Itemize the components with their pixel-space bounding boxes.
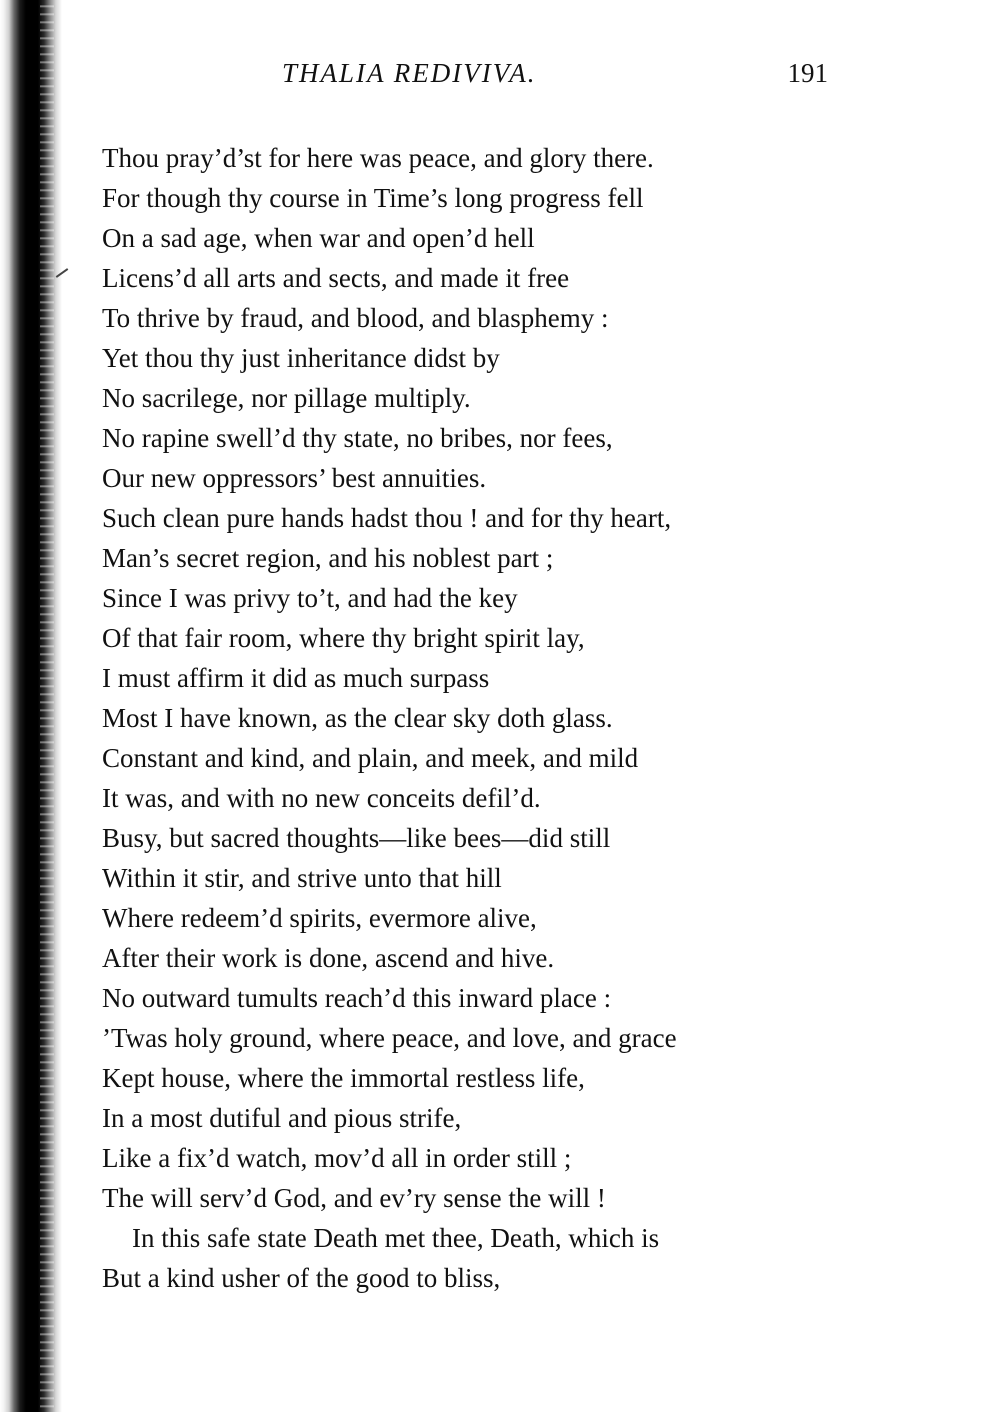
poem-line: Man’s secret region, and his noblest part ;: [102, 543, 554, 573]
poem-line: No rapine swell’d thy state, no bribes, nor fees,: [102, 423, 613, 453]
poem-line: Like a fix’d watch, mov’d all in order still ;: [102, 1143, 572, 1173]
poem-line: The will serv’d God, and ev’ry sense the will !: [102, 1183, 606, 1213]
poem-line: Of that fair room, where thy bright spirit lay,: [102, 623, 585, 653]
poem-line: Busy, but sacred thoughts—like bees—did still: [102, 823, 611, 853]
poem-line: No outward tumults reach’d this inward place :: [102, 983, 612, 1013]
poem-line: To thrive by fraud, and blood, and blasphemy :: [102, 303, 609, 333]
poem-line: Such clean pure hands hadst thou ! and for thy heart,: [102, 503, 672, 533]
poem-line: In this safe state Death met thee, Death, which is: [132, 1223, 660, 1253]
poem-line: Where redeem’d spirits, evermore alive,: [102, 903, 537, 933]
poem-line: Thou pray’d’st for here was peace, and glory there.: [102, 143, 654, 173]
poem-line: In a most dutiful and pious strife,: [102, 1103, 462, 1133]
poem-line: It was, and with no new conceits defil’d.: [102, 783, 541, 813]
poem-line: ’Twas holy ground, where peace, and love, and grace: [102, 1023, 677, 1053]
poem-line: On a sad age, when war and open’d hell: [102, 223, 535, 253]
poem-text: [102, 138, 842, 1298]
page-number: 191: [787, 58, 828, 88]
poem-line: But a kind usher of the good to bliss,: [102, 1263, 501, 1293]
poem-line: Within it stir, and strive unto that hill: [102, 863, 502, 893]
poem-line: Constant and kind, and plain, and meek, and mild: [102, 743, 639, 773]
running-head: [102, 58, 832, 98]
poem-line: For though thy course in Time’s long progress fell: [102, 183, 644, 213]
running-title: THALIA REDIVIVA.: [282, 58, 537, 88]
binding-edge: [0, 0, 62, 1412]
poem-line: After their work is done, ascend and hive.: [102, 943, 555, 973]
poem-line: Since I was privy to’t, and had the key: [102, 583, 518, 613]
poem-line: Most I have known, as the clear sky doth glass.: [102, 703, 613, 733]
poem-line: Licens’d all arts and sects, and made it free: [102, 263, 570, 293]
poem-line: Kept house, where the immortal restless life,: [102, 1063, 585, 1093]
poem-line: Our new oppressors’ best annuities.: [102, 463, 487, 493]
poem-line: No sacrilege, nor pillage multiply.: [102, 383, 471, 413]
poem-line: Yet thou thy just inheritance didst by: [102, 343, 500, 373]
poem-line: I must affirm it did as much surpass: [102, 663, 490, 693]
